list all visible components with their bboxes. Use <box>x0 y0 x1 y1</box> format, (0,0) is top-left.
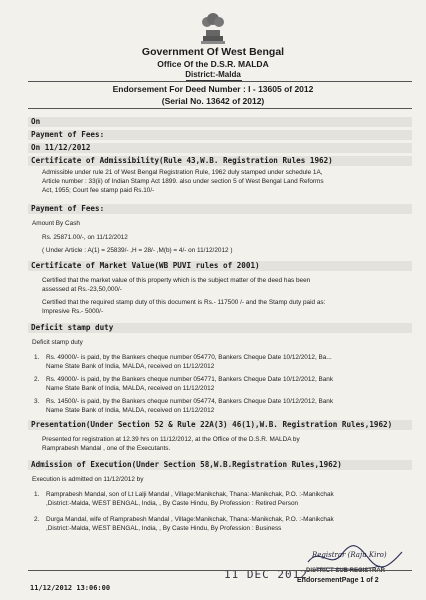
payment-amount: Rs. 25871.00/-, on 11/12/2012 <box>42 234 128 241</box>
admission-intro: Execution is admitted on 11/12/2012 by <box>32 476 144 483</box>
admission-item-number: 2. <box>34 516 40 523</box>
market-value-text <box>42 276 414 316</box>
deficit-item-line: Name State Bank of India, MALDA, received on 11/12/2012 <box>46 407 215 414</box>
deficit-item-line: Name State Bank of India, MALDA, received on 11/12/2012 <box>46 363 215 370</box>
divider-top <box>28 81 412 82</box>
presentation-line: Ramprabesh Mandal , one of the Executants. <box>42 445 171 452</box>
deficit-label: Deficit stamp duty <box>32 339 83 346</box>
amount-by-label: Amount By Cash <box>32 220 80 227</box>
market-value-line: assessed at Rs.-23,50,000/- <box>42 286 122 293</box>
payment-article: ( Under Article : A(1) = 25839/- ,H = 28/- ,M(b) = 4/- on 11/12/2012 ) <box>42 247 233 254</box>
section-payment-fees-2: Payment of Fees: <box>28 204 412 214</box>
admissibility-text <box>42 168 414 195</box>
section-admissibility: Certificate of Admissibility(Rule 43,W.B. Registration Rules 1962) <box>28 156 412 166</box>
stamp-date: 11 DEC 2012 <box>224 568 308 581</box>
section-presentation: Presentation(Under Section 52 & Rule 22A(3) 46(1),W.B. Registration Rules,1962) <box>28 420 412 430</box>
state-emblem-icon <box>196 8 230 46</box>
divider-bottom <box>28 108 412 109</box>
admissibility-line: Admissible under rule 21 of West Bengal Registration Rule, 1962 duly stamped under schedule 1A, <box>42 169 323 176</box>
admission-item-line: ,District:-Malda, WEST BENGAL, India, , By Caste Hindu, By Profession : Retired Person <box>46 500 299 507</box>
deficit-item-line: Rs. 49000/- is paid, by the Bankers cheque number 054771, Bankers Cheque Date 10/12/2012, Bank <box>46 376 334 383</box>
admissibility-line: Article number : 33(ii) of Indian Stamp Act 1899. also under section 5 of West Bengal Land Reforms <box>42 178 324 185</box>
admission-item-line: Ramprabesh Mandal, son of Lt Lalji Mandal , Village:Manikchak, Thana:-Manikchak, P.O. :-Manikchak <box>46 491 334 498</box>
deficit-item <box>46 397 412 415</box>
registrar-signature: Registrar (Raju Kiro) <box>312 551 387 559</box>
section-payment-fees: Payment of Fees: <box>28 130 412 140</box>
section-on: On <box>28 117 412 127</box>
admission-item <box>46 515 412 533</box>
section-market-value: Certificate of Market Value(WB PUVI rules of 2001) <box>28 261 412 271</box>
endorsement-serial: (Serial No. 13642 of 2012) <box>161 96 265 106</box>
admissibility-line: Act, 1955; Court fee stamp paid Rs.10/- <box>42 187 155 194</box>
deficit-item-line: Rs. 49000/- is paid, by the Bankers cheque number 054770, Bankers Cheque Date 10/12/2012, Ba... <box>46 354 332 361</box>
market-value-line: Certified that the market value of this property which is the subject matter of the deed has been <box>42 277 311 284</box>
presentation-line: Presented for registration at 12.39 hrs on 11/12/2012, at the Office of the D.S.R. MALDA by <box>42 436 300 443</box>
district-name: District:-Malda <box>185 70 241 79</box>
deficit-item-number: 1. <box>34 354 40 361</box>
deficit-item <box>46 353 412 371</box>
office-name: Office Of the D.S.R. MALDA <box>157 59 269 69</box>
presentation-text <box>42 435 414 453</box>
admission-item-line: ,District:-Malda, WEST BENGAL, India, , By Caste Hindu, By Profession : Business <box>46 525 282 532</box>
signature-scribble-icon <box>300 540 410 580</box>
registrar-office-stamp: DISTRICT SUB REGISTRAR <box>306 568 386 574</box>
footer-page-number: EndorsementPage 1 of 2 <box>297 577 379 584</box>
endorsement-title: Endorsement For Deed Number : I - 13605 of 2012 <box>112 84 314 94</box>
deficit-item <box>46 375 412 393</box>
footer-divider <box>28 570 412 571</box>
deficit-item-number: 2. <box>34 376 40 383</box>
market-value-line: Impresive Rs.- 5000/- <box>42 308 104 315</box>
government-title: Government Of West Bengal <box>141 46 285 58</box>
section-deficit: Deficit stamp duty <box>28 323 412 333</box>
deficit-item-line: Name State Bank of India, MALDA, received on 11/12/2012 <box>46 385 215 392</box>
footer-datetime: 11/12/2012 13:06:00 <box>30 584 111 592</box>
deficit-item-number: 3. <box>34 398 40 405</box>
admission-item <box>46 490 412 508</box>
market-value-line: Certified that the required stamp duty of this document is Rs.- 117500 /- and the Stamp duty paid as: <box>42 299 326 306</box>
deficit-item-line: Rs. 14500/- is paid, by the Bankers cheque number 054774, Bankers Cheque Date 10/12/2012, Bank <box>46 398 334 405</box>
admission-item-line: Durga Mandal, wife of Ramprabesh Mandal , Village:Manikchak, Thana:-Manikchak, P.O. :-Manikchak <box>46 516 334 523</box>
section-admission: Admission of Execution(Under Section 58,W.B.Registration Rules,1962) <box>28 460 412 470</box>
admission-item-number: 1. <box>34 491 40 498</box>
section-on-date: On 11/12/2012 <box>28 143 412 153</box>
